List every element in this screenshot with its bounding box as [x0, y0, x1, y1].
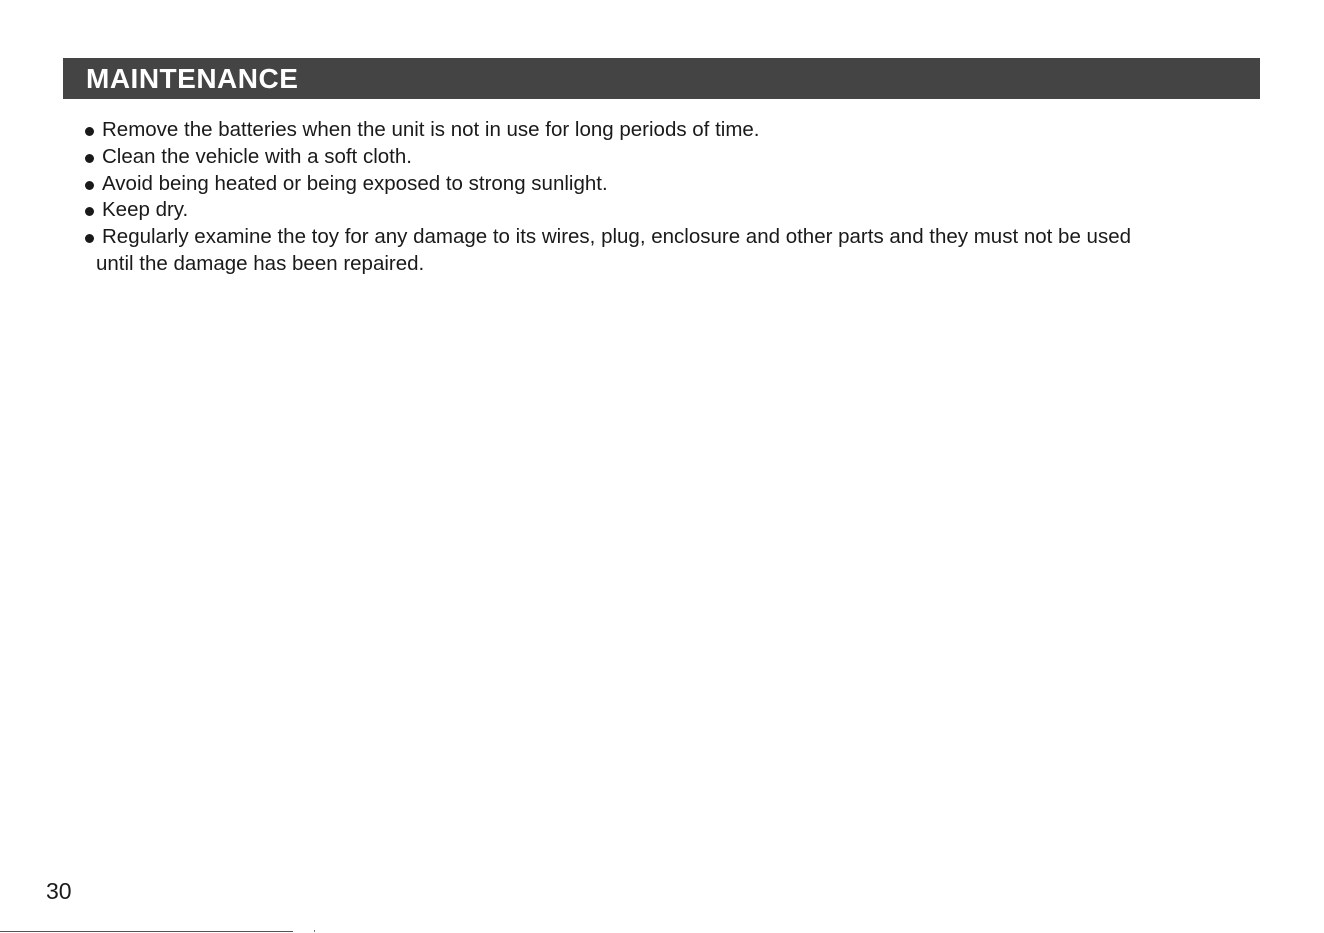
list-item-text: Clean the vehicle with a soft cloth.	[102, 144, 412, 168]
list-item	[84, 197, 1264, 224]
footer-rule	[0, 931, 293, 932]
list-item-text: Regularly examine the toy for any damage to its wires, plug, enclosure and other parts and they must not be used	[102, 225, 1131, 249]
bullet-icon	[85, 154, 94, 163]
list-item-text: Keep dry.	[102, 198, 189, 222]
list-item	[84, 224, 1264, 278]
page-number: 30	[46, 878, 72, 904]
bullet-icon	[85, 127, 94, 136]
list-item	[84, 117, 1264, 144]
list-item-text: Remove the batteries when the unit is not in use for long periods of time.	[102, 118, 760, 141]
list-item-text: Avoid being heated or being exposed to strong sunlight.	[102, 171, 608, 195]
bullet-icon	[85, 234, 94, 243]
maintenance-list	[84, 117, 1264, 278]
footer-tick	[314, 930, 315, 932]
bullet-icon	[85, 207, 94, 216]
list-item-text-continued: until the damage has been repaired.	[96, 251, 425, 275]
section-title: MAINTENANCE	[86, 62, 299, 94]
section-header	[63, 58, 1260, 99]
bullet-icon	[85, 181, 94, 190]
list-item	[84, 171, 1264, 198]
list-item	[84, 144, 1264, 171]
